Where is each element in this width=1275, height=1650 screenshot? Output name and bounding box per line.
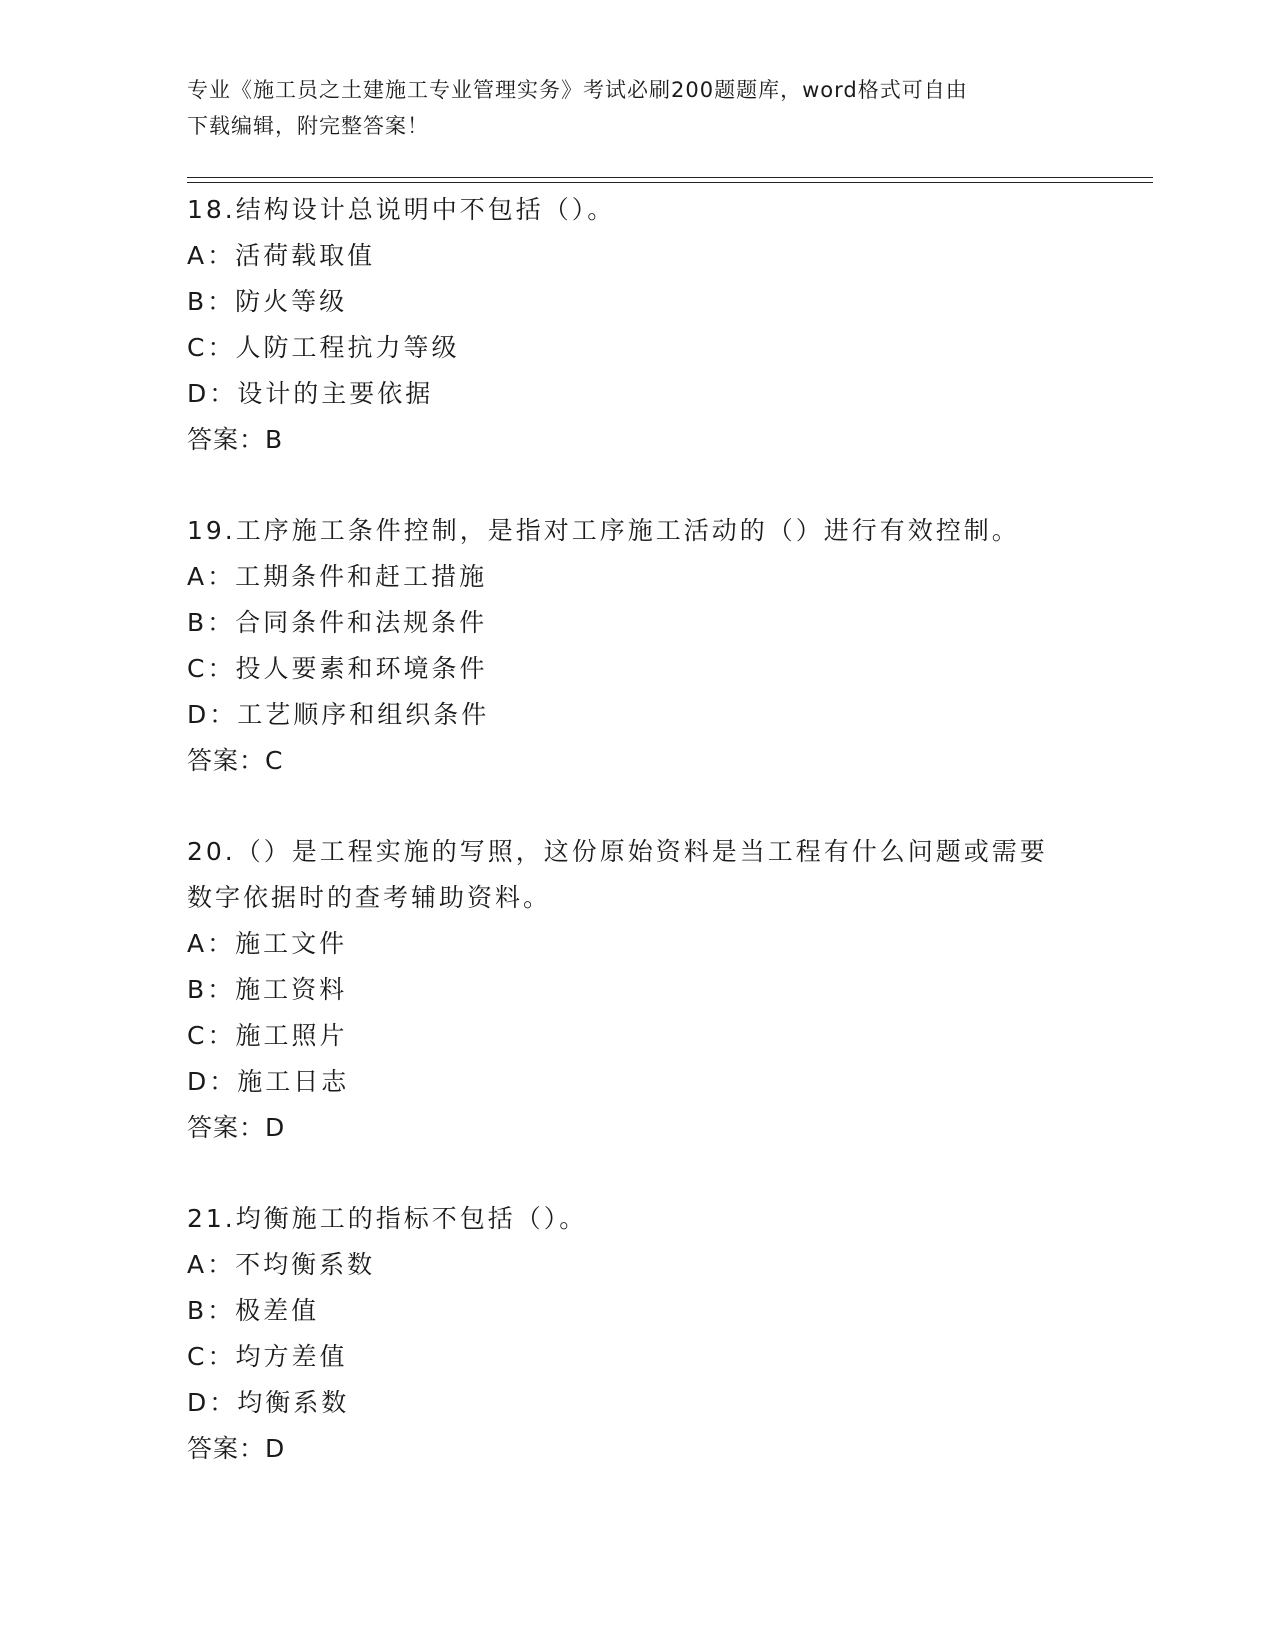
answer-value: B bbox=[265, 425, 286, 454]
question-19 bbox=[187, 508, 1107, 784]
answer-line bbox=[187, 1426, 1107, 1472]
answer-value: C bbox=[265, 746, 286, 775]
answer-line bbox=[187, 417, 1107, 463]
header-line-1: 专业《施工员之土建施工专业管理实务》考试必刷200题题库，word格式可自由 bbox=[187, 78, 968, 102]
question-text: 19.工序施工条件控制，是指对工序施工活动的（）进行有效控制。 bbox=[187, 516, 1020, 545]
option-c: C：施工照片 bbox=[187, 1021, 348, 1050]
answer-value: D bbox=[265, 1113, 288, 1142]
option-c: C：均方差值 bbox=[187, 1342, 348, 1371]
question-list bbox=[187, 187, 1107, 1517]
option-b: B：施工资料 bbox=[187, 975, 348, 1004]
option-a: A：不均衡系数 bbox=[187, 1250, 376, 1279]
document-header bbox=[187, 72, 1087, 144]
option-a: A：施工文件 bbox=[187, 929, 348, 958]
option-a: A：活荷载取值 bbox=[187, 241, 376, 270]
option-d: D：均衡系数 bbox=[187, 1388, 350, 1417]
answer-label: 答案： bbox=[187, 425, 266, 454]
question-20 bbox=[187, 829, 1107, 1151]
option-b: B：防火等级 bbox=[187, 287, 348, 316]
answer-label: 答案： bbox=[187, 1113, 266, 1142]
question-text: 21.均衡施工的指标不包括（）。 bbox=[187, 1204, 588, 1233]
option-b: B：极差值 bbox=[187, 1296, 320, 1325]
question-18 bbox=[187, 187, 1107, 463]
header-divider-top bbox=[187, 177, 1153, 178]
question-text: 20.（）是工程实施的写照，这份原始资料是当工程有什么问题或需要 bbox=[187, 837, 1048, 866]
question-text: 18.结构设计总说明中不包括（）。 bbox=[187, 195, 616, 224]
option-b: B：合同条件和法规条件 bbox=[187, 608, 488, 637]
answer-label: 答案： bbox=[187, 746, 266, 775]
answer-line bbox=[187, 738, 1107, 784]
answer-label: 答案： bbox=[187, 1434, 266, 1463]
option-d: D：施工日志 bbox=[187, 1067, 350, 1096]
option-a: A：工期条件和赶工措施 bbox=[187, 562, 488, 591]
option-c: C：人防工程抗力等级 bbox=[187, 333, 460, 362]
header-line-2: 下载编辑，附完整答案！ bbox=[187, 114, 429, 138]
question-text-continued: 数字依据时的查考辅助资料。 bbox=[187, 883, 552, 912]
answer-line bbox=[187, 1105, 1107, 1151]
question-21 bbox=[187, 1196, 1107, 1472]
option-c: C：投人要素和环境条件 bbox=[187, 654, 488, 683]
option-d: D：设计的主要依据 bbox=[187, 379, 434, 408]
header-divider-bottom bbox=[187, 182, 1153, 183]
option-d: D：工艺顺序和组织条件 bbox=[187, 700, 490, 729]
answer-value: D bbox=[265, 1434, 288, 1463]
